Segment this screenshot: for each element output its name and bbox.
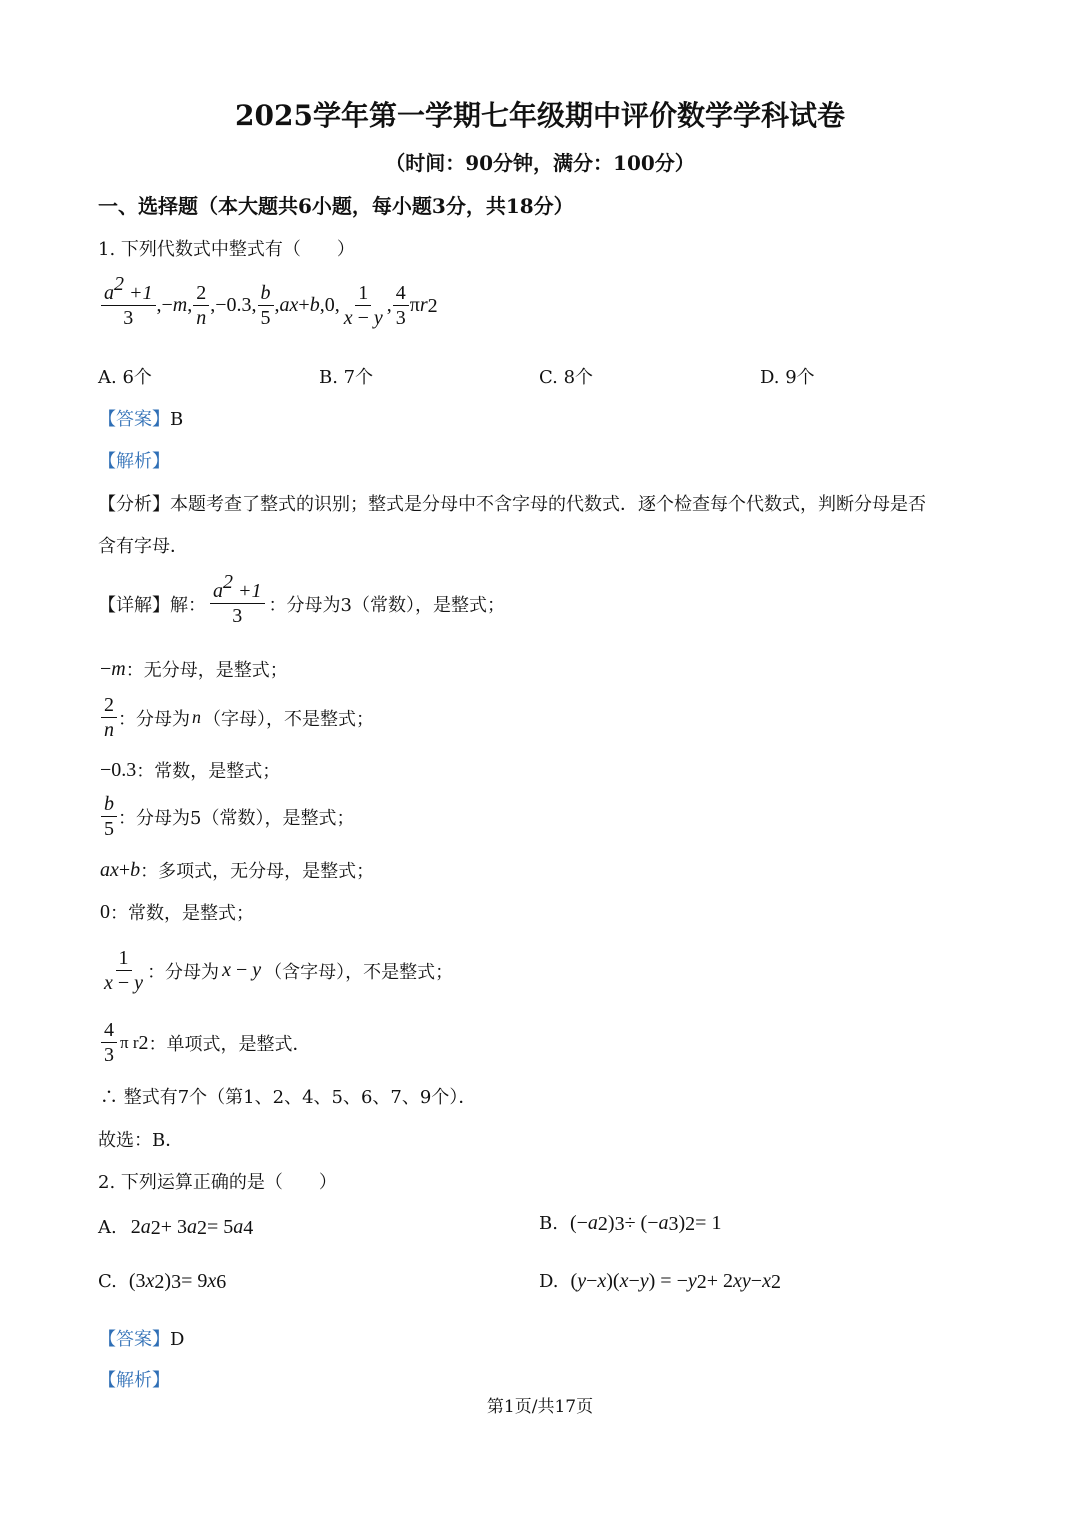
option-label: D.: [539, 1271, 559, 1292]
section-heading: 一、选择题（本大题共6小题，每小题3分，共18分）: [98, 194, 574, 218]
detail-line-2: − m ：无分母，是整式；: [100, 657, 288, 681]
detail-text: ：多项式，无分母，是整式；: [140, 861, 375, 882]
option-label: B.: [539, 1213, 558, 1234]
detail-line-9: $\frac{4}{3}$ π r 2 ：单项式，是整式．: [100, 1019, 311, 1066]
page-title: 2025学年第一学期七年级期中评价数学学科试卷: [235, 99, 845, 132]
question-2-stem: 2. 下列运算正确的是（ ）: [98, 1172, 337, 1193]
q2-option-b: B. (− a 2 ) 3 ÷ (− a 3 ) 2 = 1: [539, 1212, 722, 1235]
analysis-text: 【分析】本题考查了整式的识别；整式是分母中不含字母的代数式．逐个检查每个代数式，判断分母是否: [98, 494, 926, 515]
choose-line: 故选：B．: [98, 1130, 184, 1151]
detail-prefix: 【详解】解：: [98, 594, 206, 616]
detail-text: ：分母为: [118, 708, 190, 730]
q2-option-a: A. 2 a 2 + 3 a 2 = 5 a 4: [98, 1216, 254, 1239]
detail-text: （字母），不是整式；: [203, 708, 374, 730]
detail-text: ：常数，是整式；: [136, 761, 281, 782]
answer-tag: 【答案】: [98, 409, 170, 430]
option-b: B. 7个: [319, 367, 374, 388]
exam-meta: （时间：90分钟，满分：100分）: [385, 151, 695, 175]
option-d: D. 9个: [760, 367, 815, 388]
detail-line-6: ax + b ：多项式，无分母，是整式；: [100, 858, 375, 882]
detail-line-7: 0 ：常数，是整式；: [100, 900, 254, 924]
option-a: A. 6个: [98, 367, 152, 388]
answer-value: D: [170, 1329, 185, 1350]
option-c: C. 8个: [539, 367, 594, 388]
detail-text: ：分母为3（常数），是整式；: [268, 594, 505, 616]
option-label: C.: [98, 1271, 117, 1292]
conclusion: ∴ 整式有7个（第1、2、4、5、6、7、9个）．: [100, 1087, 477, 1108]
detail-text: ：分母为5（常数），是整式；: [118, 807, 355, 829]
q2-option-c: C. (3 x 2 ) 3 = 9 x 6: [98, 1270, 227, 1293]
detail-line-5: $\frac{b}{5}$ ：分母为5（常数），是整式；: [100, 793, 354, 840]
detail-text: ：常数，是整式；: [110, 903, 254, 924]
detail-text: （含字母），不是整式；: [264, 961, 454, 983]
detail-line-4: −0.3 ：常数，是整式；: [100, 758, 281, 782]
analysis-tag: 【解析】: [98, 451, 170, 472]
answer-line: [98, 405, 183, 431]
detail-text: ：分母为: [147, 961, 220, 983]
detail-text: ：单项式，是整式．: [148, 1033, 311, 1055]
analysis-text-cont: 含有字母．: [98, 536, 188, 557]
q2-option-d: D. ( y − x )( x − y ) = − y 2 + 2 xy − x 2: [539, 1270, 781, 1293]
detail-text: ：无分母，是整式；: [125, 660, 288, 681]
answer-value: B: [170, 409, 184, 430]
question-1-stem: 1. 下列代数式中整式有（ ）: [98, 239, 355, 260]
detail-line-8: $\frac{1}{x - y}$ ：分母为 x − y （含字母），不是整式；: [104, 947, 454, 994]
option-label: A.: [98, 1217, 117, 1238]
detail-line-3: $\frac{2}{n}$ ：分母为 n （字母），不是整式；: [100, 694, 374, 741]
q2-analysis-tag: 【解析】: [98, 1370, 170, 1391]
question-1-expressions: $\frac{a^2 +1}{3}$ ,− m , $\frac{2}{n}$ ,−0.3, $\frac{b}{5}$ , ax + b ,0, $\frac{1}{x - y}$ , $\frac{4}{3}$ π r 2: [100, 282, 438, 329]
answer-tag: 【答案】: [98, 1329, 170, 1350]
q2-answer-line: [98, 1325, 184, 1351]
detail-line-1: 【详解】解： $\frac{a^2 +1}{3}$ ：分母为3（常数），是整式；: [98, 571, 505, 627]
page-footer: 第1页/共17页: [486, 1397, 594, 1417]
